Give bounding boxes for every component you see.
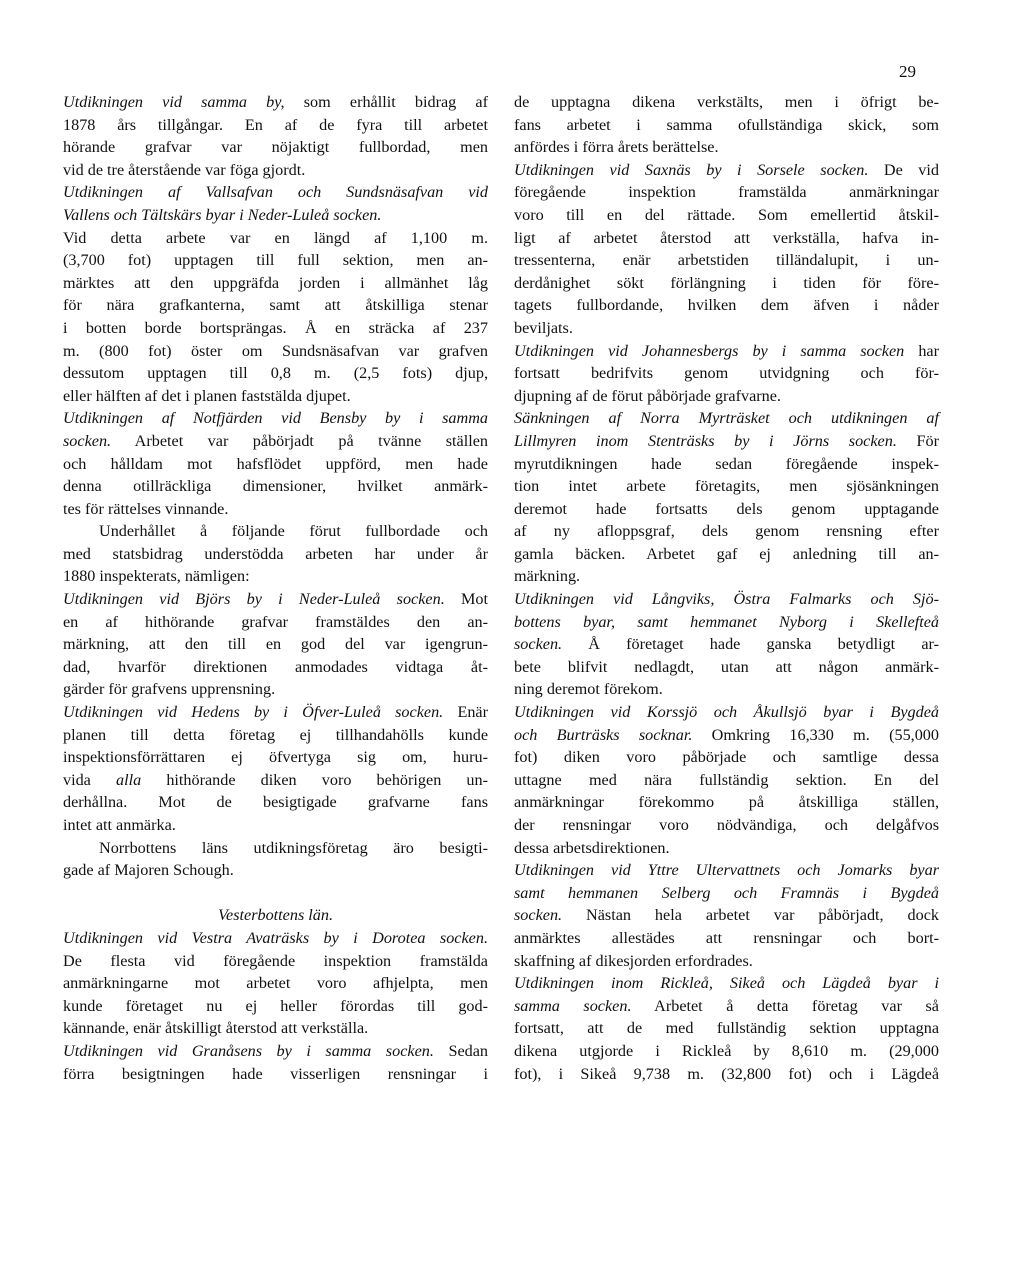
text-line [63,204,488,227]
text-run: märkning. [514,567,581,586]
italic-run: Sänkningen af Norra Myrträsket och utdikningen af [514,409,939,428]
italic-run: Utdikningen vid Långviks, Östra Falmarks och Sjö- [514,590,939,609]
text-run: gärder för grafvens upprensning. [63,680,276,699]
text-line [514,475,939,498]
text-run: voro till en del rättade. Som emellertid åtskil- [514,205,939,224]
text-line [63,227,488,250]
text-line [63,746,488,769]
text-line [514,633,939,656]
italic-run: Utdikningen vid Johannesbergs by i samma socken [514,341,905,360]
text-line [514,769,939,792]
text-run: Mot [444,590,488,609]
text-run: För [896,431,939,450]
text-run: m. (800 fot) öster om Sundsnäsafvan var grafven [63,341,488,360]
text-line [63,430,488,453]
italic-run: Utdikningen vid Yttre Ultervattnets och Jomarks byar [514,861,939,880]
italic-run: Vallens och Tältskärs byar i Neder-Luleå socken. [63,205,382,224]
right-column [514,91,939,1085]
text-line [514,227,939,250]
text-line [514,837,939,860]
text-run: intet att anmärka. [63,816,176,834]
italic-run: samt hemmanen Selberg och Framnäs i Bygdeå [514,883,939,902]
text-line [514,1063,939,1086]
text-run: märkning, att den till en god del var igengrun- [63,635,488,654]
text-line [63,294,488,317]
italic-run: bottens byar, samt hemmanet Nyborg i Skellefteå [514,612,939,631]
text-line [63,1063,488,1086]
text-run: skaffning af dikesjorden erfordrades. [514,951,753,970]
italic-run: Utdikningen vid samma by, [63,93,285,111]
text-run: Arbetet å detta företag var så [631,996,939,1015]
text-run: dad, hvarför direktionen anmodades vidtaga åt- [63,657,488,676]
text-line [514,1040,939,1063]
text-run: fot) diken voro påbörjade och samtlige dessa [514,748,939,767]
text-line [63,453,488,476]
text-line [514,588,939,611]
text-line [514,859,939,882]
italic-run: Utdikningen vid Björs by i Neder-Luleå socken. [63,590,445,609]
text-run: Omkring 16,330 m. (55,000 [692,725,939,744]
text-line [63,543,488,566]
text-line [63,475,488,498]
text-line [514,972,939,995]
text-line [514,746,939,769]
text-line [63,498,488,521]
text-line [63,272,488,295]
text-run: dikena utgjorde i Rickleå by 8,610 m. (29,000 [514,1041,939,1060]
text-line [514,317,939,340]
text-line [63,249,488,272]
italic-run: Utdikningen vid Granåsens by i samma socken. [63,1041,434,1060]
text-line [514,249,939,272]
text-line [63,611,488,634]
text-line [63,362,488,385]
text-run: anmärkningarne mot arbetet voro afhjelpta, men [63,974,488,993]
text-run: beviljats. [514,318,573,337]
text-run: i botten borde bortsprängas. Å en sträcka af 237 [63,318,488,337]
text-line [514,724,939,747]
text-run: Nästan hela arbetet var påbörjadt, dock [562,906,939,925]
text-run: och hålldam mot hafsflödet uppförd, men hade [63,454,488,473]
text-line [63,972,488,995]
italic-run: Lillmyren inom Stenträsks by i Jörns socken. [514,431,897,450]
text-run: eller hälften af det i planen faststälda djupet. [63,386,351,405]
text-run: anmärktes allestädes att rensningar och bort- [514,928,939,947]
text-run: Enär [443,703,488,722]
text-run: Vid detta arbete var en längd af 1,100 m. [63,228,488,247]
italic-run: Utdikningen vid Vestra Avaträsks by i Dorotea socken. [63,928,488,947]
text-run: De flesta vid föregående inspektion framstälda [63,951,488,970]
italic-run: socken. [514,635,563,654]
italic-run: Utdikningen vid Hedens by i Öfver-Luleå socken. [63,703,444,722]
text-run: en af hithörande grafvar framstäldes den an- [63,612,488,631]
text-line [514,1017,939,1040]
text-run: hithörande diken voro behörigen un- [141,770,488,789]
text-run: inspektionsförrättaren ej öfvertyga sig om, huru- [63,748,488,767]
italic-run: socken. [63,431,112,450]
text-run: Arbetet var påbörjadt på tvänne ställen [111,431,488,450]
text-line [63,385,488,408]
italic-run: Utdikningen vid Saxnäs by i Sorsele socken. [514,160,869,179]
text-run: Norrbottens läns utdikningsföretag äro besigti- [99,838,488,857]
text-run: vida [63,770,116,789]
text-run: förra besigtningen hade visserligen rensningar i [63,1064,488,1083]
text-run: Å företaget hade ganska betydligt ar- [562,635,939,654]
text-run: med statsbidrag understödda arbeten har under år [63,544,488,563]
text-line [63,814,488,837]
text-line [63,317,488,340]
text-line [514,701,939,724]
text-line [514,181,939,204]
text-run: 1880 inspekterats, nämligen: [63,567,250,586]
text-line [63,791,488,814]
text-line [514,927,939,950]
text-run: derhållna. Mot de besigtigade grafvarne fans [63,793,488,812]
text-run: ligt af arbetet återstod att verkställa, hafva in- [514,228,939,247]
text-run: tes för rättelses vinnande. [63,499,229,518]
text-run: derdånighet sökt förlängning i tiden för före- [514,273,939,292]
italic-run: samma socken. [514,996,632,1015]
text-run: tion intet arbete företagits, men sjösänkningen [514,477,939,496]
text-run: planen till detta företag ej tillhandahölls kunde [63,725,488,744]
text-line [514,995,939,1018]
text-line [514,204,939,227]
text-line [514,453,939,476]
italic-run: Utdikningen inom Rickleå, Sikeå och Lägdeå byar i [514,974,939,993]
text-run: föregående inspektion framstälda anmärkningar [514,183,939,202]
text-line [514,882,939,905]
text-line [63,407,488,430]
italic-run: Vesterbottens län. [217,906,334,925]
italic-run: Utdikningen af Vallsafvan och Sundsnäsafvan vid [63,183,488,202]
text-line [63,837,488,860]
text-line [514,272,939,295]
text-run: uttagne med nära fullständig sektion. En del [514,770,939,789]
text-run: 1878 års tillgångar. En af de fyra till arbetet [63,115,488,134]
text-run: dessa arbetsdirektionen. [514,838,670,857]
text-line [514,340,939,363]
text-line [63,136,488,159]
italic-run: Utdikningen vid Korssjö och Åkullsjö byar i Bygdeå [514,703,939,722]
text-run: kunde företaget nu ej heller förordas till god- [63,996,488,1015]
text-run: tressenterna, enär arbetstiden tilländalupit, i un- [514,251,939,270]
text-line [63,724,488,747]
text-line [63,1040,488,1063]
italic-run: alla [116,770,142,789]
text-run: (3,700 fot) upptagen till full sektion, men an- [63,251,488,270]
text-line [514,565,939,588]
text-line [63,927,488,950]
text-line [514,91,939,114]
italic-run: socken. [514,906,563,925]
text-run: deremot hade fortsatts dels genom upptagande [514,499,939,518]
left-column [63,91,488,1085]
text-line [514,611,939,634]
text-run: gamla bäcken. Arbetet gaf ej anledning till an- [514,544,939,563]
text-run: fot), i Sikeå 9,738 m. (32,800 fot) och i Lägdeå [514,1064,939,1083]
text-line [514,114,939,137]
text-run: tagets fullbordande, hvilken dem äfven i nåder [514,296,939,315]
text-line [514,791,939,814]
text-run: fortsatt, att de med fullständig sektion upptagna [514,1019,939,1038]
text-line [514,498,939,521]
text-line [63,588,488,611]
text-line [63,633,488,656]
text-run: denna otillräckliga dimensioner, hvilket anmärk- [63,477,488,496]
section-heading [63,904,488,927]
text-run: hörande grafvar var nöjaktigt fullbordad, men [63,138,488,157]
text-line [514,814,939,837]
text-line [63,678,488,701]
text-run: märktes att den uppgräfda jorden i allmänhet låg [63,273,488,292]
text-line [514,136,939,159]
text-line [63,859,488,882]
text-line [514,159,939,182]
text-run: myrutdikningen hade sedan föregående inspek- [514,454,939,473]
text-line [63,950,488,973]
text-line [514,904,939,927]
page-number: 29 [899,62,916,81]
text-run: Sedan [433,1041,489,1060]
text-line [514,950,939,973]
text-line [63,340,488,363]
text-run: kännande, enär åtskilligt återstod att verkställa. [63,1019,369,1038]
text-run: djupning af de förut påbörjade grafvarne. [514,386,781,405]
text-run: ning deremot förekom. [514,680,663,699]
text-run: gade af Majoren Schough. [63,861,234,880]
text-line [63,114,488,137]
text-run: som erhållit bidrag af [284,93,488,111]
text-run: De vid [868,160,939,179]
text-line [514,656,939,679]
text-run: för nära grafkanterna, samt att åtskilliga stenar [63,296,488,315]
text-run: anfördes i förra årets berättelse. [514,138,719,157]
italic-run: Utdikningen af Notfjärden vid Bensby by i samma [63,409,488,428]
text-line [514,407,939,430]
text-run: anmärkningar förekommo på åtskilliga ställen, [514,793,939,812]
text-line [514,520,939,543]
italic-run: och Burträsks socknar. [514,725,693,744]
text-line [63,520,488,543]
text-run: af ny afloppsgraf, dels genom rensning efter [514,522,939,541]
text-run: de upptagna dikena verkstälts, men i öfrigt be- [514,93,939,111]
text-line [63,656,488,679]
text-run: har [904,341,939,360]
text-run: der rensningar voro nödvändiga, och delgåfvos [514,816,939,834]
text-line [63,159,488,182]
text-line [514,294,939,317]
text-line [514,543,939,566]
text-line [63,91,488,114]
text-run: Underhållet å följande förut fullbordade och [99,522,488,541]
text-line [63,181,488,204]
text-line [63,565,488,588]
text-run: dessutom upptagen till 0,8 m. (2,5 fots) djup, [63,364,488,383]
text-line [514,362,939,385]
text-line [514,385,939,408]
text-line [514,430,939,453]
text-line [514,678,939,701]
text-run: fans arbetet i samma ofullständiga skick, som [514,115,939,134]
text-line [63,769,488,792]
text-run: bete blifvit nedlagdt, utan att någon anmärk- [514,657,939,676]
text-line [63,1017,488,1040]
text-run: vid de tre återstående var föga gjordt. [63,160,306,179]
text-line [63,701,488,724]
text-line [63,995,488,1018]
text-run: fortsatt bedrifvits genom utvidgning och för- [514,364,939,383]
